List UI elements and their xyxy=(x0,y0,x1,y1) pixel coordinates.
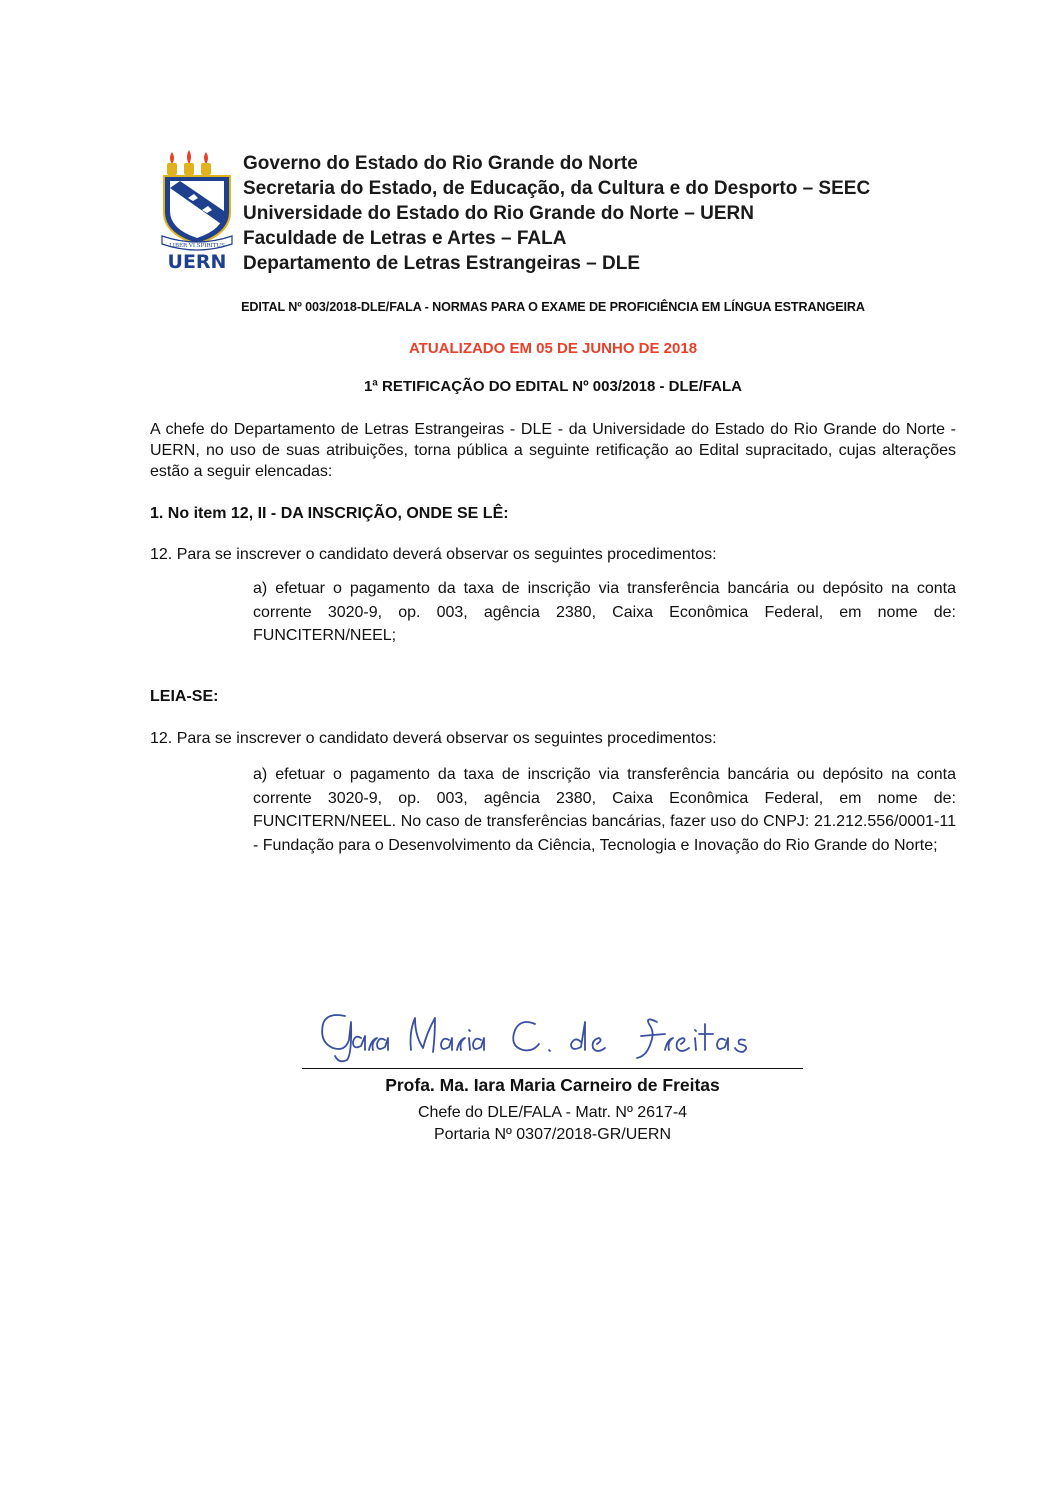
header-line-faculty: Faculdade de Letras e Artes – FALA xyxy=(243,228,567,249)
letterhead xyxy=(243,151,870,276)
torch-icons xyxy=(167,150,211,175)
signer-name: Profa. Ma. Iara Maria Carneiro de Freitas xyxy=(385,1075,720,1095)
header-line-government: Governo do Estado do Rio Grande do Norte xyxy=(243,153,638,174)
section1-subitem: a) efetuar o pagamento da taxa de inscrição via transferência bancária ou depósito na conta corrente 3020-9, op. 003, agência 2380, Caixa Econômica Federal, em nome de: FUNCITERN/NEEL; xyxy=(253,580,956,644)
section1-paragraph: 12. Para se inscrever o candidato deverá observar os seguintes procedimentos: xyxy=(150,546,717,563)
updated-notice: ATUALIZADO EM 05 DE JUNHO DE 2018 xyxy=(408,340,698,357)
logo-motto: LIBER VI SPIRITUS xyxy=(169,243,225,249)
edital-title: EDITAL Nº 003/2018-DLE/FALA - NORMAS PARA O EXAME DE PROFICIÊNCIA EM LÍNGUA ESTRANGEIRA xyxy=(241,300,865,314)
section1-heading: 1. No item 12, II - DA INSCRIÇÃO, ONDE SE LÊ: xyxy=(150,505,509,522)
uern-logo xyxy=(158,148,236,270)
header-line-secretariat: Secretaria do Estado, de Educação, da Cultura e do Desporto – SEEC xyxy=(243,178,871,199)
header-line-university: Universidade do Estado do Rio Grande do Norte – UERN xyxy=(243,203,754,224)
logo-text: UERN xyxy=(167,251,227,270)
signer-role: Chefe do DLE/FALA - Matr. Nº 2617-4 xyxy=(417,1104,688,1121)
header-line-department: Departamento de Letras Estrangeiras – DLE xyxy=(243,253,641,274)
signature-line xyxy=(302,1068,803,1069)
intro-paragraph: A chefe do Departamento de Letras Estrangeiras - DLE - da Universidade do Estado do Rio Grande do Norte - UERN, no uso de suas atribuições, torna pública a seguinte retificação ao Edital supracitado, cujas alterações estão a seguir elencadas: xyxy=(150,421,956,480)
section2-subitem: a) efetuar o pagamento da taxa de inscrição via transferência bancária ou depósito na conta corrente 3020-9, op. 003, agência 2380, Caixa Econômica Federal, em nome de: FUNCITERN/NEEL. No caso de transferências bancárias, fazer uso do CNPJ: 21.212.556/0001-11 - Fundação para o Desenvolvimento da Ciência, Tecnologia e Inovação do Rio Grande do Norte; xyxy=(253,766,956,854)
retification-title: 1ª RETIFICAÇÃO DO EDITAL Nº 003/2018 - DLE/FALA xyxy=(363,378,743,395)
handwritten-signature xyxy=(305,1002,805,1068)
section2-paragraph: 12. Para se inscrever o candidato deverá observar os seguintes procedimentos: xyxy=(150,730,717,747)
signer-portaria: Portaria Nº 0307/2018-GR/UERN xyxy=(433,1126,672,1143)
section2-heading: LEIA-SE: xyxy=(150,688,219,705)
